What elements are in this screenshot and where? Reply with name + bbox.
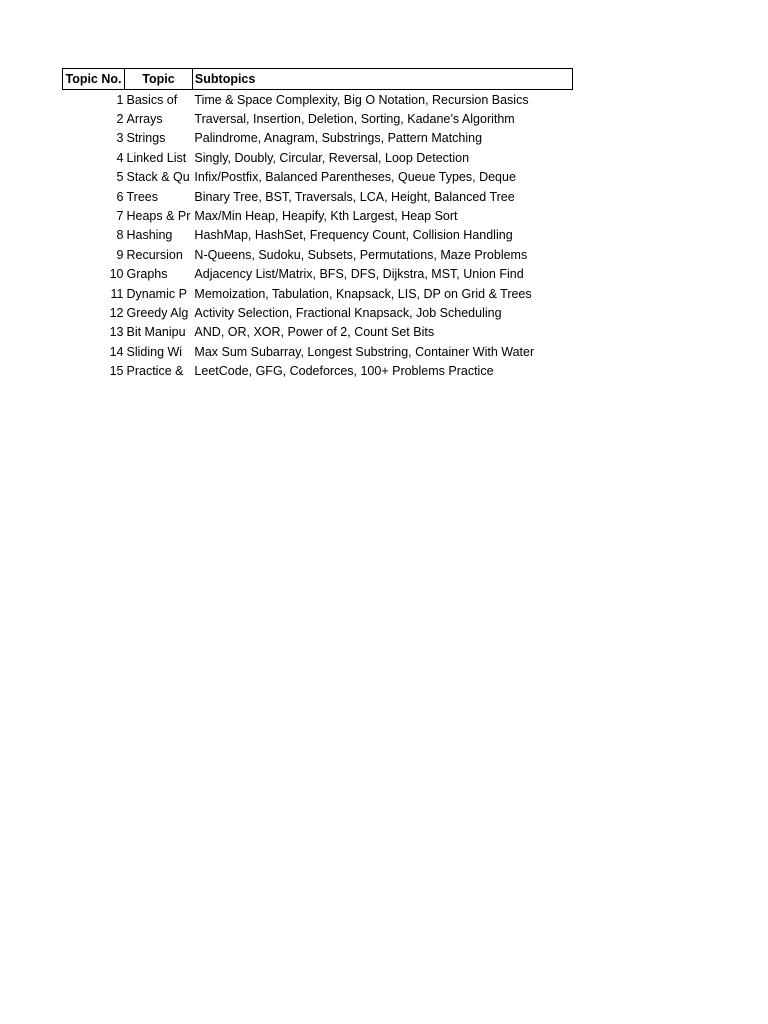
topic-name: Arrays — [126, 112, 163, 127]
table-row — [63, 265, 573, 284]
topic-number: 13 — [109, 325, 124, 340]
table-row — [63, 168, 573, 187]
topic-name: Dynamic P — [126, 286, 187, 301]
table-row — [63, 342, 573, 361]
table-row — [63, 303, 573, 322]
topic-name: Strings — [126, 131, 166, 146]
table-row — [63, 245, 573, 264]
topic-subtopics: AND, OR, XOR, Power of 2, Count Set Bits — [194, 325, 435, 340]
topic-number: 7 — [116, 209, 124, 224]
table-row — [63, 323, 573, 342]
topic-number: 14 — [109, 344, 124, 359]
topic-name: Trees — [126, 189, 158, 204]
topic-subtopics: Max Sum Subarray, Longest Substring, Container With Water — [194, 344, 535, 359]
topic-number: 8 — [116, 228, 124, 243]
header-topic-no: Topic No. — [63, 69, 125, 90]
table-row — [63, 226, 573, 245]
topic-name: Graphs — [126, 267, 168, 282]
topic-subtopics: Singly, Doubly, Circular, Reversal, Loop Detection — [194, 150, 470, 165]
topic-number: 9 — [116, 247, 124, 262]
table-row — [63, 90, 573, 110]
topic-subtopics: Binary Tree, BST, Traversals, LCA, Height, Balanced Tree — [194, 189, 515, 204]
topic-number: 11 — [110, 286, 124, 301]
topic-number: 15 — [109, 364, 124, 379]
topic-subtopics: Time & Space Complexity, Big O Notation, Recursion Basics — [194, 92, 529, 107]
topic-subtopics: N-Queens, Sudoku, Subsets, Permutations, Maze Problems — [194, 247, 528, 262]
topic-number: 10 — [109, 267, 124, 282]
table-header-row — [63, 69, 573, 90]
topic-subtopics: LeetCode, GFG, Codeforces, 100+ Problems Practice — [194, 364, 494, 379]
topic-name: Heaps & Pr — [126, 209, 191, 224]
topic-number: 6 — [116, 189, 124, 204]
topic-subtopics: Traversal, Insertion, Deletion, Sorting, Kadane’s Algorithm — [194, 112, 515, 127]
topic-subtopics: Infix/Postfix, Balanced Parentheses, Queue Types, Deque — [194, 170, 516, 185]
topic-number: 1 — [116, 92, 124, 107]
header-topic: Topic — [125, 69, 193, 90]
topic-subtopics: HashMap, HashSet, Frequency Count, Collision Handling — [194, 228, 513, 243]
topic-number: 5 — [116, 170, 124, 185]
topic-name: Bit Manipu — [126, 325, 186, 340]
topic-name: Recursion — [126, 247, 183, 262]
topic-number: 4 — [116, 150, 124, 165]
topics-table — [62, 68, 573, 381]
table-row — [63, 361, 573, 380]
topic-name: Basics of — [126, 92, 178, 107]
topic-subtopics: Palindrome, Anagram, Substrings, Pattern Matching — [194, 131, 483, 146]
table-row — [63, 148, 573, 167]
table-row — [63, 206, 573, 225]
topic-name: Linked List — [126, 150, 187, 165]
topic-name: Practice & — [126, 364, 184, 379]
topic-subtopics: Max/Min Heap, Heapify, Kth Largest, Heap Sort — [194, 209, 458, 224]
topic-number: 12 — [109, 305, 124, 320]
topic-number: 2 — [116, 112, 124, 127]
topic-subtopics: Memoization, Tabulation, Knapsack, LIS, DP on Grid & Trees — [194, 286, 532, 301]
spreadsheet-page — [62, 68, 573, 381]
table-row — [63, 284, 573, 303]
topic-subtopics: Activity Selection, Fractional Knapsack, Job Scheduling — [194, 305, 502, 320]
topic-subtopics: Adjacency List/Matrix, BFS, DFS, Dijkstra, MST, Union Find — [194, 267, 524, 282]
topic-name: Sliding Wi — [126, 344, 183, 359]
table-row — [63, 129, 573, 148]
topic-name: Stack & Qu — [126, 170, 190, 185]
topic-number: 3 — [116, 131, 124, 146]
table-row — [63, 109, 573, 128]
header-subtopics: Subtopics — [192, 69, 572, 90]
topic-name: Greedy Alg — [126, 305, 189, 320]
table-row — [63, 187, 573, 206]
topic-name: Hashing — [126, 228, 173, 243]
